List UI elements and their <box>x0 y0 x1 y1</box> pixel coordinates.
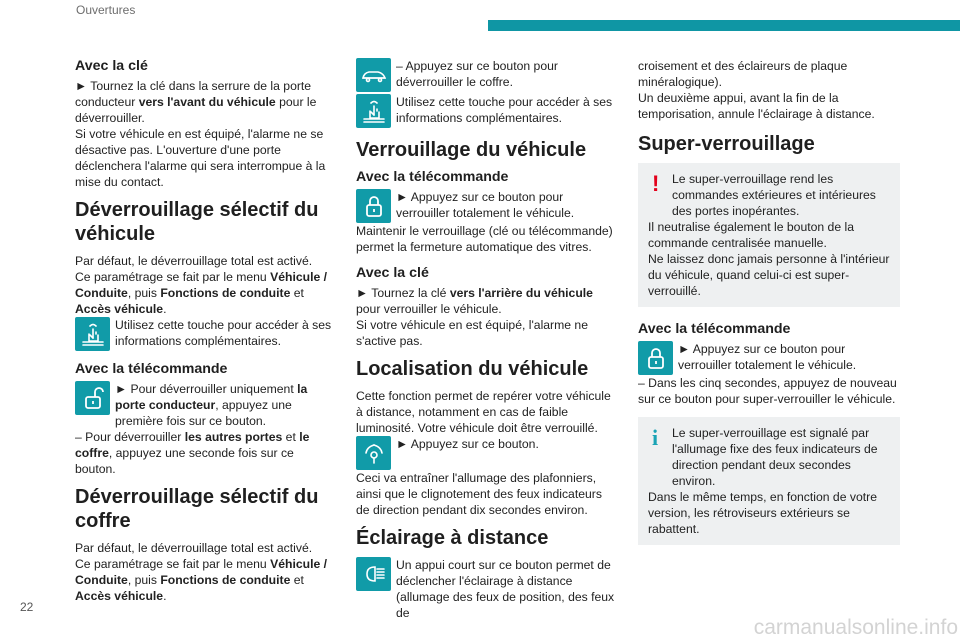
column-2 <box>356 58 618 621</box>
warning-box <box>638 163 900 307</box>
paragraph: – Pour déverrouiller les autres portes et le coffre, appuyez une seconde fois sur ce bouton. <box>75 430 310 476</box>
headlight-row <box>356 557 618 621</box>
locate-row <box>356 436 618 470</box>
paragraph: ► Tournez la clé dans la serrure de la porte conducteur vers l'avant du véhicule pour le déverrouiller. <box>75 79 317 125</box>
paragraph: Cette fonction permet de repérer votre véhicule à distance, notamment en cas de faible luminosité. Votre véhicule doit être verrouillé. <box>356 389 611 435</box>
paragraph: Ceci va entraîner l'allumage des plafonniers, ainsi que le clignotement des feux indicateurs de direction pendant dix secondes environ. <box>356 471 602 517</box>
warning-text: Il neutralise également le bouton de la commande centralisée manuelle. <box>648 220 854 250</box>
heading-avec-la-telecommande: Avec la télécommande <box>638 321 791 337</box>
info-text: Le super-verrouillage est signalé par l'allumage fixe des feux indicateurs de direction pendant deux secondes environ. <box>672 426 878 488</box>
section-header: Ouvertures <box>76 3 136 17</box>
paragraph: Si votre véhicule en est équipé, l'alarme ne se désactive pas. L'ouverture d'une porte déclenchera l'alarme qui sera interrompue à la mise du contact. <box>75 127 326 189</box>
unlock-icon <box>75 381 110 415</box>
header-accent-bar <box>488 20 960 31</box>
heading-eclairage-a-distance: Éclairage à distance <box>356 527 549 549</box>
info-touch-text: Utilisez cette touche pour accéder à ses informations complémentaires. <box>396 95 613 125</box>
locate-icon <box>356 436 391 470</box>
paragraph: Si votre véhicule en est équipé, l'alarme ne s'active pas. <box>356 318 588 348</box>
info-icon: i <box>652 425 659 450</box>
unlock-row <box>75 381 337 429</box>
paragraph: croisement et des éclaireurs de plaque minéralogique). <box>638 59 848 89</box>
trunk-row <box>356 58 618 92</box>
trunk-text: – Appuyez sur ce bouton pour déverrouiller le coffre. <box>396 59 558 89</box>
lock-icon <box>638 341 673 375</box>
heading-avec-la-telecommande: Avec la télécommande <box>356 169 509 185</box>
heading-verrouillage-vehicule: Verrouillage du véhicule <box>356 139 587 161</box>
info-touch-icon <box>356 94 391 128</box>
headlight-text: Un appui court sur ce bouton permet de déclencher l'éclairage à distance (allumage des feux de position, des feux de <box>396 558 615 620</box>
lock-icon <box>356 189 391 223</box>
paragraph: Par défaut, le déverrouillage total est activé. <box>75 541 313 555</box>
heading-deverrouillage-selectif-coffre: Déverrouillage sélectif du coffre <box>75 486 319 532</box>
headlight-icon <box>356 557 391 591</box>
info-touch-text: Utilisez cette touche pour accéder à ses informations complémentaires. <box>115 318 332 348</box>
heading-avec-la-cle: Avec la clé <box>75 58 148 74</box>
paragraph: Un deuxième appui, avant la fin de la temporisation, annule l'éclairage à distance. <box>638 91 875 121</box>
watermark: carmanualsonline.info <box>753 616 958 639</box>
paragraph: – Dans les cinq secondes, appuyez de nouveau sur ce bouton pour super-verrouiller le véhicule. <box>638 376 897 406</box>
paragraph: Ce paramétrage se fait par le menu Véhicule / Conduite, puis Fonctions de conduite et Accès véhicule. <box>75 270 328 316</box>
paragraph: Maintenir le verrouillage (clé ou télécommande) permet la fermeture automatique des vitres. <box>356 224 613 254</box>
warning-icon: ! <box>652 171 660 196</box>
warning-text: Ne laissez donc jamais personne à l'intérieur du véhicule, quand celui-ci est super-verrouillé. <box>648 252 890 298</box>
heading-avec-la-cle: Avec la clé <box>356 265 429 281</box>
lock-row <box>638 341 900 375</box>
info-touch-icon <box>75 317 110 351</box>
column-1 <box>75 52 337 604</box>
paragraph: Ce paramétrage se fait par le menu Véhicule / Conduite, puis Fonctions de conduite et Accès véhicule. <box>75 557 328 603</box>
heading-super-verrouillage: Super-verrouillage <box>638 133 815 155</box>
lock-text: ► Appuyez sur ce bouton pour verrouiller totalement le véhicule. <box>396 190 575 220</box>
column-3 <box>638 58 900 553</box>
lock-text: ► Appuyez sur ce bouton pour verrouiller totalement le véhicule. <box>678 342 857 372</box>
info-touch-row <box>75 317 337 351</box>
unlock-text: ► Pour déverrouiller uniquement la porte conducteur, appuyez une première fois sur ce bouton. <box>115 382 308 428</box>
info-text: Dans le même temps, en fonction de votre version, les rétroviseurs extérieurs se rabattent. <box>648 490 877 536</box>
warning-text: Le super-verrouillage rend les commandes extérieures et intérieures des portes inopérantes. <box>672 172 876 218</box>
trunk-icon <box>356 58 391 92</box>
lock-row <box>356 189 618 223</box>
paragraph: Par défaut, le déverrouillage total est activé. <box>75 254 313 268</box>
heading-avec-la-telecommande: Avec la télécommande <box>75 361 228 377</box>
heading-deverrouillage-selectif-vehicule: Déverrouillage sélectif du véhicule <box>75 199 319 245</box>
heading-localisation-vehicule: Localisation du véhicule <box>356 358 589 380</box>
page-number: 22 <box>20 600 34 614</box>
info-touch-row <box>356 94 618 128</box>
locate-text: ► Appuyez sur ce bouton. <box>396 437 539 451</box>
paragraph: ► Tournez la clé vers l'arrière du véhicule pour verrouiller le véhicule. <box>356 286 593 316</box>
info-box <box>638 417 900 545</box>
